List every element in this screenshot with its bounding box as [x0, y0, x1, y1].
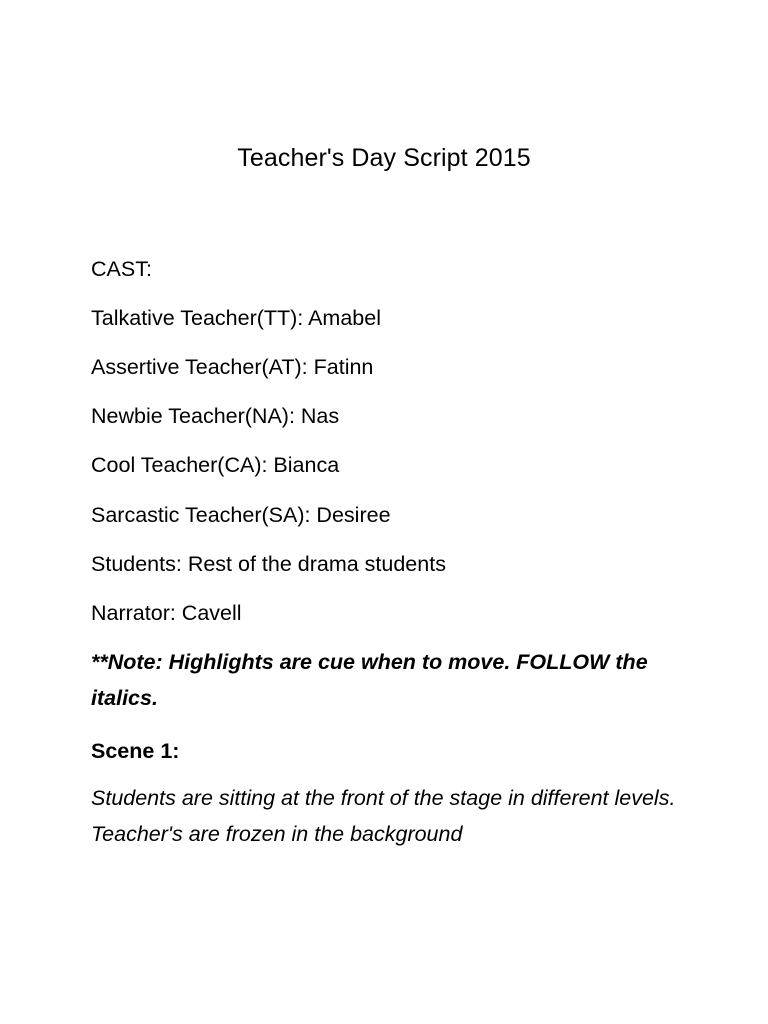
- cast-item-talkative-teacher: Talkative Teacher(TT): Amabel: [91, 306, 381, 330]
- cast-item-sarcastic-teacher: Sarcastic Teacher(SA): Desiree: [91, 503, 391, 527]
- cast-item-students: Students: Rest of the drama students: [91, 552, 446, 576]
- cast-item-narrator: Narrator: Cavell: [91, 601, 242, 625]
- cast-item-assertive-teacher: Assertive Teacher(AT): Fatinn: [91, 355, 374, 379]
- cast-item-cool-teacher: Cool Teacher(CA): Bianca: [91, 453, 340, 477]
- scene-heading: Scene 1:: [91, 739, 180, 763]
- note-text: **Note: Highlights are cue when to move. FOLLOW the italics.: [91, 650, 648, 710]
- cast-heading: CAST:: [91, 257, 152, 281]
- cast-item-newbie-teacher: Newbie Teacher(NA): Nas: [91, 404, 340, 428]
- stage-direction: Students are sitting at the front of the stage in different levels. Teacher's are frozen in the background: [91, 786, 676, 846]
- document-title: Teacher's Day Script 2015: [237, 144, 531, 172]
